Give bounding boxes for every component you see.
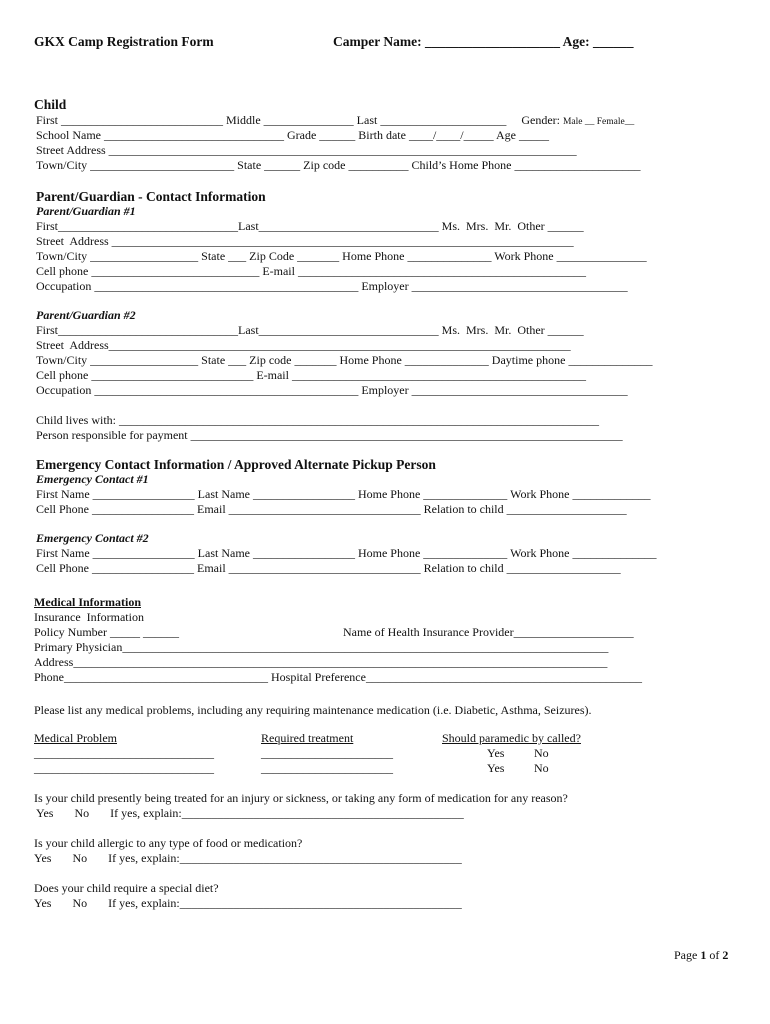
parent1-occupation-line[interactable]: Occupation ____________________________________________ Employer ____________________________________: [36, 279, 628, 293]
medical-problem-blank-1[interactable]: ______________________________: [34, 746, 214, 760]
page-number: 1: [700, 948, 707, 962]
parent2-title: Parent/Guardian #2: [36, 308, 136, 322]
answer-allergy-line[interactable]: Yes No If yes, explain:_______________________________________________: [34, 851, 462, 865]
paramedic-no-1[interactable]: No: [534, 746, 549, 760]
parent1-cell-email-line[interactable]: Cell phone ____________________________ E-mail ________________________________________________: [36, 264, 586, 278]
parent-section-title: Parent/Guardian - Contact Information: [36, 189, 266, 204]
emergency2-cell-email-line[interactable]: Cell Phone _________________ Email ________________________________ Relation to child ___________________: [36, 561, 621, 575]
form-title: GKX Camp Registration Form: [34, 34, 214, 49]
insurance-provider-line[interactable]: Name of Health Insurance Provider____________________: [343, 625, 634, 639]
answer-injury-line[interactable]: Yes No If yes, explain:_______________________________________________: [36, 806, 464, 820]
answer-diet-line[interactable]: Yes No If yes, explain:_______________________________________________: [34, 896, 462, 910]
parent2-address-line[interactable]: Street Address_____________________________________________________________________________: [36, 338, 571, 352]
col-required-treatment: Required treatment: [261, 731, 354, 745]
parent1-title: Parent/Guardian #1: [36, 204, 136, 218]
parent2-town-phone-line[interactable]: Town/City __________________ State ___ Zip code _______ Home Phone ______________ Daytime phone ______________: [36, 353, 653, 367]
parent1-address-line[interactable]: Street Address _____________________________________________________________________________: [36, 234, 574, 248]
emergency1-cell-email-line[interactable]: Cell Phone _________________ Email ________________________________ Relation to child ____________________: [36, 502, 627, 516]
parent2-cell-email-line[interactable]: Cell phone ___________________________ E-mail _________________________________________________: [36, 368, 586, 382]
page-indicator: [674, 948, 728, 963]
medical-section-title: Medical Information: [34, 595, 141, 609]
treatment-blank-1[interactable]: ______________________: [261, 746, 393, 760]
camper-name-age-line[interactable]: Camper Name: ____________________ Age: ______: [333, 34, 634, 49]
parent1-town-phone-line[interactable]: Town/City __________________ State ___ Zip Code _______ Home Phone ______________ Work Phone _______________: [36, 249, 647, 263]
emergency2-name-phone-line[interactable]: First Name _________________ Last Name _________________ Home Phone ______________ Work Phone ______________: [36, 546, 657, 560]
policy-number-line[interactable]: Policy Number _____ ______: [34, 625, 179, 639]
child-lives-with-line[interactable]: Child lives with: ________________________________________________________________________________: [36, 413, 600, 427]
col-medical-problem: Medical Problem: [34, 731, 117, 745]
emergency1-name-phone-line[interactable]: First Name _________________ Last Name _________________ Home Phone ______________ Work Phone _____________: [36, 487, 651, 501]
parent2-name-line[interactable]: First______________________________Last______________________________ Ms. Mrs. Mr. Other ______: [36, 323, 584, 337]
insurance-label: Insurance Information: [34, 610, 144, 624]
child-name-line[interactable]: First ___________________________ Middle _______________ Last _____________________ Gender:: [36, 113, 563, 127]
physician-address-line[interactable]: Address_________________________________________________________________________________________: [34, 655, 608, 669]
col-paramedic: Should paramedic by called?: [442, 731, 581, 745]
paramedic-yes-1[interactable]: Yes: [487, 746, 505, 760]
paramedic-no-2[interactable]: No: [534, 761, 549, 775]
primary-physician-line[interactable]: Primary Physician_________________________________________________________________________________: [34, 640, 609, 654]
school-grade-birth-line[interactable]: School Name ______________________________ Grade ______ Birth date ____/____/_____ Age _____: [36, 128, 549, 142]
question-injury: Is your child presently being treated for an injury or sickness, or taking any form of medication for any reason?: [34, 791, 568, 805]
phone-hospital-line[interactable]: Phone__________________________________ Hospital Preference______________________________________________: [34, 670, 642, 684]
child-section-title: Child: [34, 97, 67, 112]
parent1-name-line[interactable]: First______________________________Last______________________________ Ms. Mrs. Mr. Other ______: [36, 219, 584, 233]
paramedic-yes-2[interactable]: Yes: [487, 761, 505, 775]
medical-problem-blank-2[interactable]: ______________________________: [34, 761, 214, 775]
question-diet: Does your child require a special diet?: [34, 881, 219, 895]
page-prefix: Page: [674, 948, 701, 962]
emergency-section-title: Emergency Contact Information / Approved Alternate Pickup Person: [36, 457, 436, 472]
payment-responsible-line[interactable]: Person responsible for payment ________________________________________________________________________: [36, 428, 623, 442]
question-allergy: Is your child allergic to any type of food or medication?: [34, 836, 303, 850]
child-town-state-zip-line[interactable]: Town/City ________________________ State ______ Zip code __________ Child’s Home Phone _____________________: [36, 158, 641, 172]
page-of: of: [706, 948, 723, 962]
treatment-blank-2[interactable]: ______________________: [261, 761, 393, 775]
parent2-occupation-line[interactable]: Occupation ____________________________________________ Employer ____________________________________: [36, 383, 628, 397]
medical-instructions: Please list any medical problems, including any requiring maintenance medication (i.e. Diabetic, Asthma, Seizures).: [34, 703, 592, 717]
page-total: 2: [722, 948, 729, 962]
child-street-address-line[interactable]: Street Address ______________________________________________________________________________: [36, 143, 577, 157]
gender-options[interactable]: Male __ Female__: [562, 117, 635, 127]
emergency1-title: Emergency Contact #1: [36, 472, 149, 486]
emergency2-title: Emergency Contact #2: [36, 531, 149, 545]
